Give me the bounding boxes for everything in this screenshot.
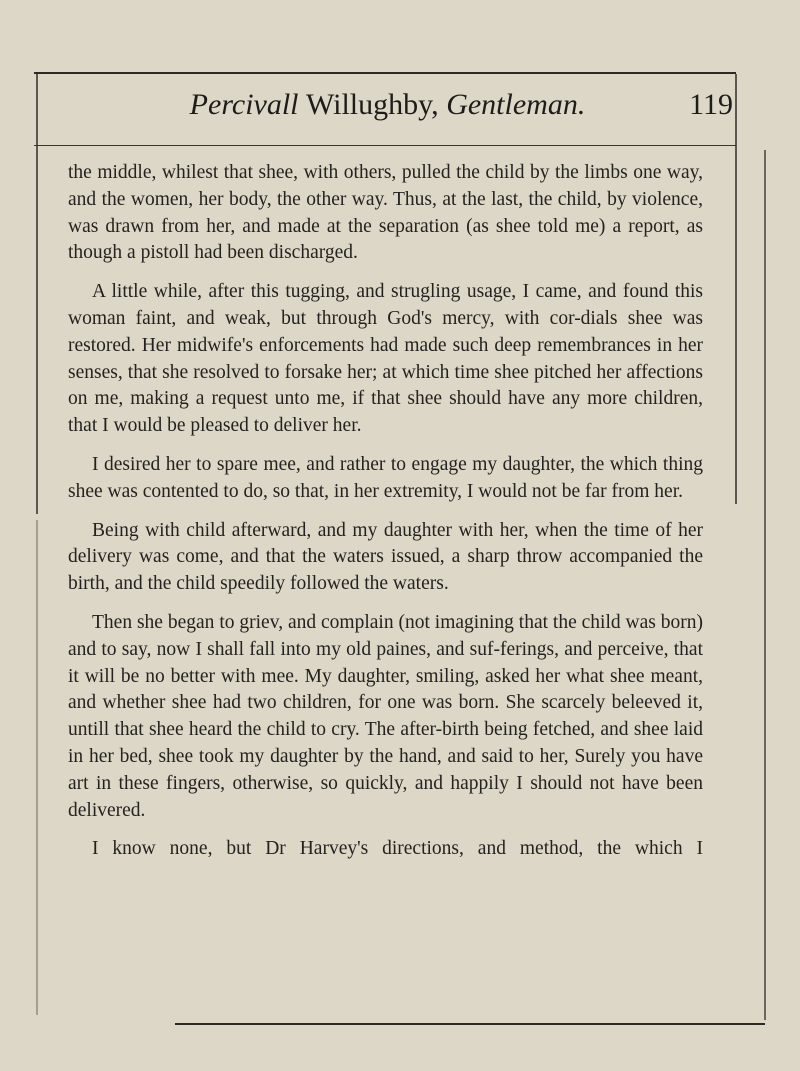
page-number: 119 (689, 88, 733, 121)
running-header (40, 88, 735, 132)
header-divider (34, 145, 736, 146)
top-border-rule (34, 72, 736, 74)
running-title-name: Percivall (189, 88, 299, 121)
right-frame-rule (764, 150, 766, 1020)
paragraph: Being with child afterward, and my daughter with her, when the time of her delivery was come, and that the waters issued, a sharp throw accompanied the birth, and the child speedily followed the waters. (68, 519, 703, 595)
running-title-surname: Willughby, (306, 88, 439, 121)
paragraph: the middle, whilest that shee, with others, pulled the child by the limbs one way, and the women, her body, the other way. Thus, at the last, the child, by violence, was drawn from her, and made at the separation (as shee told me) a report, as though a pistoll had been discharged. (68, 162, 703, 264)
left-border-rule (36, 74, 38, 514)
paragraph: I know none, but Dr Harvey's directions, and method, the which I (92, 838, 703, 860)
body-text (68, 160, 703, 863)
bottom-border-rule (175, 1023, 765, 1025)
paragraph: A little while, after this tugging, and strugling usage, I came, and found this woman faint, and weak, but through God's mercy, with cor-dials shee was restored. Her midwife's enforcements had made such deep remembrances in her senses, that she resolved to forsake her; at which time shee pitched her affections on me, making a request unto me, if that shee should have any more children, that I would be pleased to deliver her. (68, 281, 703, 437)
right-border-rule (735, 74, 737, 504)
paragraph: I desired her to spare mee, and rather to engage my daughter, the which thing shee was contented to do, so that, in her extremity, I would not be far from her. (68, 453, 703, 502)
paragraph: Then she began to griev, and complain (not imagining that the child was born) and to say, now I shall fall into my old paines, and suf-ferings, and perceive, that it will be no better with mee. My daughter, smiling, asked her what shee meant, and whether shee had two children, for one was born. She scarcely beleeved it, untill that shee heard the child to cry. The after-birth being fetched, and shee laid in her bed, shee took my daughter by the hand, and said to her, Surely you have art in these fingers, otherwise, so quickly, and happily I should not have been delivered. (68, 611, 703, 821)
running-title (40, 88, 735, 122)
running-title-rank: Gentleman. (446, 88, 586, 121)
left-margin-rule (36, 520, 38, 1015)
